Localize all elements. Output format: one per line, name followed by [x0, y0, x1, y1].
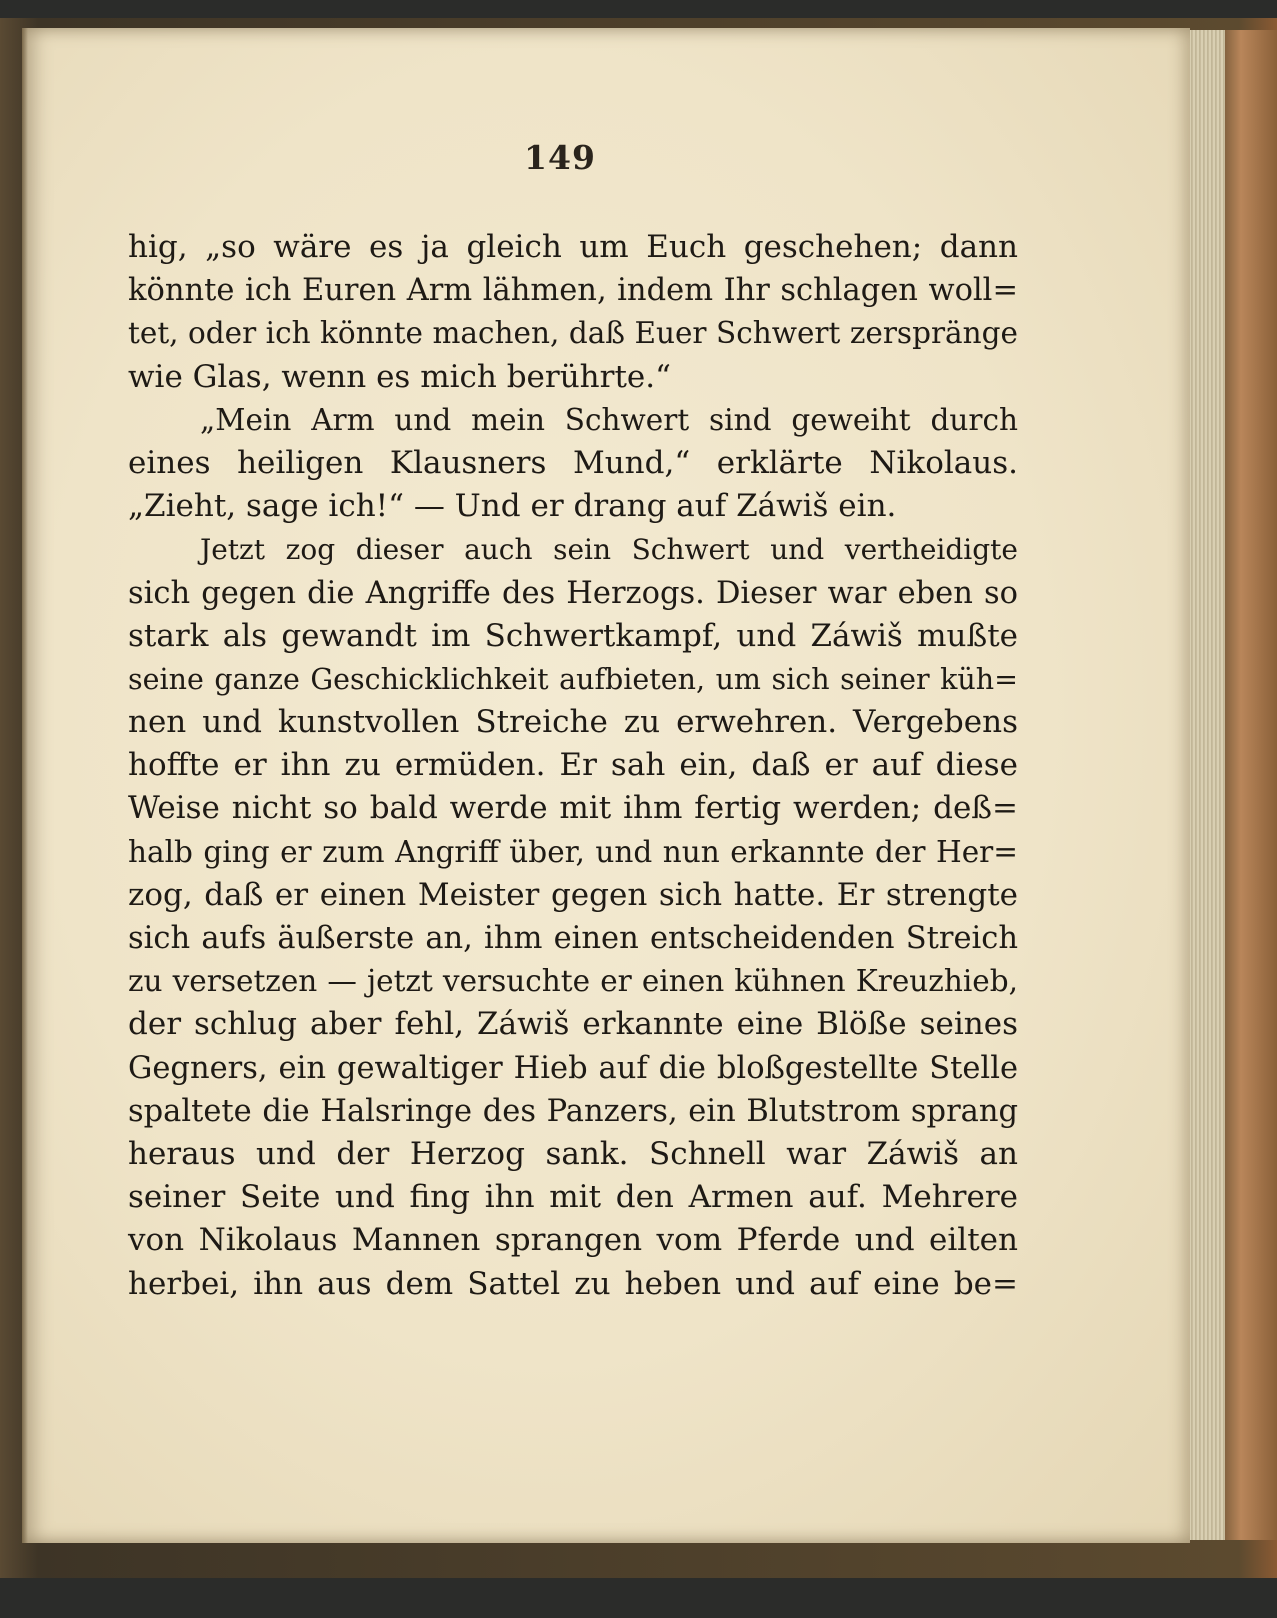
text-line: tet, oder ich könnte machen, daß Euer Schwert zerspränge [128, 316, 1018, 351]
text-line: wie Glas, wenn es mich berührte.“ [128, 358, 671, 395]
text-line: von Nikolaus Mannen sprangen vom Pferde und eilten [128, 1222, 1018, 1259]
text-line: Weise nicht so bald werde mit ihm fertig werden; deß= [128, 790, 1018, 827]
text-line: seine ganze Geschicklichkeit aufbieten, um sich seiner küh= [128, 662, 1018, 696]
text-line: eines heiligen Klausners Mund,“ erklärte Nikolaus. [128, 444, 1018, 481]
text-line: Gegners, ein gewaltiger Hieb auf die bloßgestellte Stelle [128, 1050, 1018, 1086]
text-line: „Zieht, sage ich!“ — Und er drang auf Záwiš ein. [128, 488, 897, 525]
body-text [128, 226, 1018, 1306]
text-line: der schlug aber fehl, Záwiš erkannte eine Blöße seines [128, 1006, 1018, 1043]
cover-edge [1217, 30, 1277, 1540]
text-line: hig, „so wäre es ja gleich um Euch geschehen; dann [128, 229, 1018, 265]
page-gutter [22, 28, 28, 1543]
text-line: halb ging er zum Angriff über, und nun erkannte der Her= [128, 834, 1018, 869]
text-line: „Mein Arm und mein Schwert sind geweiht durch [200, 402, 1018, 437]
text-line: sich gegen die Angriffe des Herzogs. Dieser war eben so [128, 575, 1018, 611]
text-line: herbei, ihn aus dem Sattel zu heben und auf eine be= [128, 1265, 1018, 1302]
text-line: nen und kunstvollen Streiche zu erwehren. Vergebens [128, 704, 1018, 741]
text-line: zu versetzen — jetzt versuchte er einen kühnen Kreuzhieb, [128, 964, 1018, 999]
text-line: zog, daß er einen Meister gegen sich hatte. Er strengte [128, 876, 1018, 913]
text-line: heraus und der Herzog sank. Schnell war Záwiš an [128, 1135, 1018, 1172]
text-line: sich aufs äußerste an, ihm einen entscheidenden Streich [128, 921, 1018, 956]
text-line: hoffte er ihn zu ermüden. Er sah ein, daß er auf diese [128, 747, 1018, 784]
text-line: könnte ich Euren Arm lähmen, indem Ihr schlagen woll= [128, 273, 1018, 309]
text-line: spaltete die Halsringe des Panzers, ein Blutstrom sprang [128, 1093, 1018, 1129]
text-line: Jetzt zog dieser auch sein Schwert und vertheidigte [200, 533, 1018, 567]
text-line: seiner Seite und fing ihn mit den Armen auf. Mehrere [128, 1179, 1018, 1216]
text-line: stark als gewandt im Schwertkampf, und Záwiš mußte [128, 617, 1018, 654]
page-number: 149 [524, 138, 596, 177]
